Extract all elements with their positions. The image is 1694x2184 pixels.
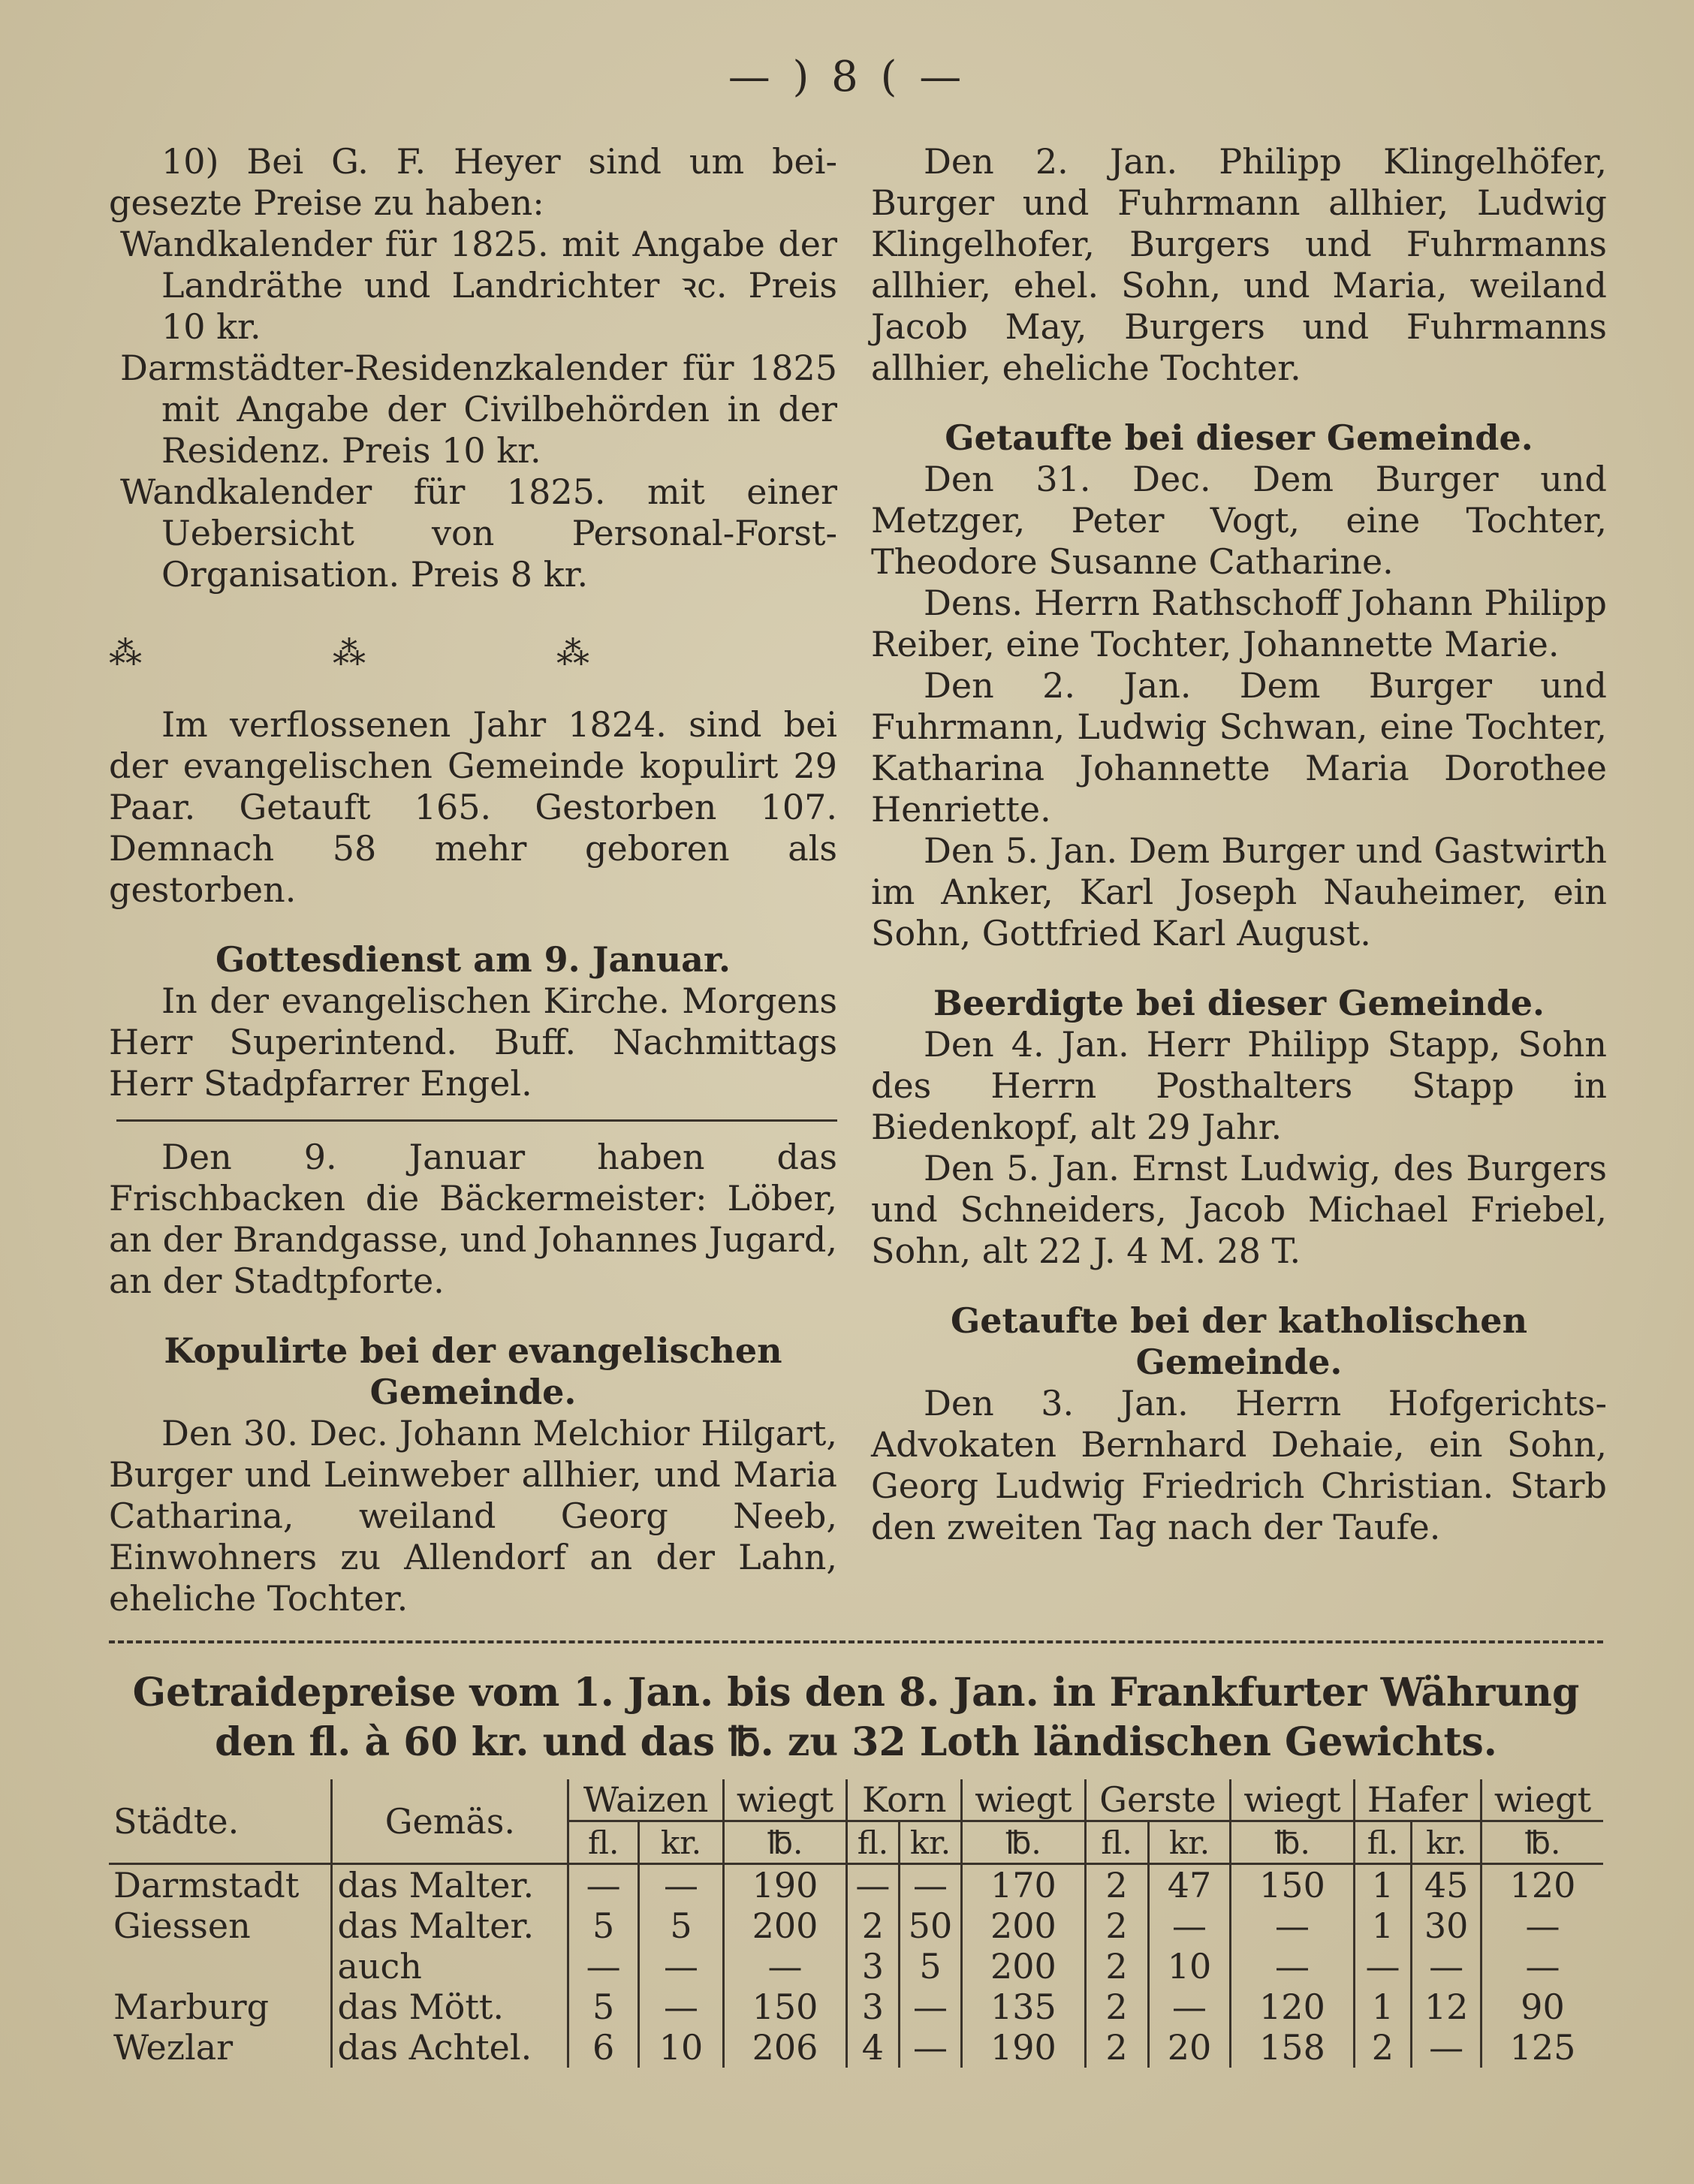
burial-entry: Den 4. Jan. Herr Philipp Stapp, Sohn des Herrn Posthalters Stapp in Biedenkopf, alt 29 Jahr.: [871, 1024, 1607, 1147]
price-cell: —: [723, 1946, 846, 1987]
measure-cell: das Mött.: [332, 1987, 568, 2027]
unit-pound: ℔.: [1481, 1821, 1603, 1864]
unit-pound: ℔.: [1231, 1821, 1354, 1864]
price-cell: —: [1412, 2027, 1481, 2068]
city-cell: Darmstadt: [113, 1865, 300, 1905]
price-cell: 6: [568, 2027, 639, 2068]
city-cell: [109, 1946, 332, 1987]
baptism-entry: Den 5. Jan. Dem Burger und Gastwirth im Anker, Karl Joseph Nauheimer, ein Sohn, Gottfried Karl August.: [871, 830, 1607, 953]
city-cell: Giessen: [113, 1905, 251, 1946]
price-cell: 2: [1085, 1987, 1148, 2027]
baptism-entry: Den 31. Dec. Dem Burger und Metzger, Peter Vogt, eine Tochter, Theodore Susanne Catharine.: [871, 459, 1607, 582]
unit-kr: kr.: [1148, 1821, 1231, 1864]
price-cell: 120: [1481, 1864, 1603, 1906]
table-row: [109, 1946, 1603, 1987]
price-cell: 50: [899, 1905, 962, 1946]
price-cell: —: [1231, 1905, 1354, 1946]
price-table-title-line: Getraidepreise vom 1. Jan. bis den 8. Jan. in Frankfurter Währung: [132, 1670, 1580, 1716]
measure-cell: das Malter.: [332, 1864, 568, 1906]
price-cell: —: [1231, 1946, 1354, 1987]
yearly-summary: Im verflossenen Jahr 1824. sind bei der evangelischen Gemeinde kopulirt 29 Paar. Getauft 165. Gestorben 107. Demnach 58 mehr geboren als gestorben.: [109, 704, 837, 910]
notice-intro: 10) Bei G. F. Heyer sind um bei-gesezte Preise zu haben:: [109, 141, 837, 223]
unit-pound: ℔.: [962, 1821, 1085, 1864]
table-row: [109, 2027, 1603, 2068]
price-cell: 190: [962, 2027, 1085, 2068]
unit-fl: fl.: [1085, 1821, 1148, 1864]
col-header-measure: Gemäs.: [332, 1779, 568, 1864]
column-rule: [116, 1119, 837, 1122]
grain-price-table: [109, 1779, 1603, 2068]
col-header-cities: Städte.: [109, 1779, 332, 1864]
price-cell: 45: [1412, 1864, 1481, 1906]
section-divider: [109, 1640, 1603, 1648]
price-cell: 150: [1231, 1864, 1354, 1906]
unit-fl: fl.: [1354, 1821, 1412, 1864]
price-table-title: [109, 1668, 1603, 1767]
price-cell: —: [568, 1946, 639, 1987]
service-text: In der evangelischen Kirche. Morgens Herr Superintend. Buff. Nachmittags Herr Stadpfarrer Engel.: [109, 981, 837, 1104]
price-cell: 1: [1354, 1987, 1412, 2027]
price-cell: 12: [1412, 1987, 1481, 2027]
price-cell: 20: [1148, 2027, 1231, 2068]
price-cell: 3: [847, 1946, 899, 1987]
price-cell: —: [1148, 1987, 1231, 2027]
service-heading: Gottesdienst am 9. Januar.: [216, 939, 731, 980]
burial-entry: Den 5. Jan. Ernst Ludwig, des Burgers und Schneiders, Jacob Michael Friebel, Sohn, alt 22 J. 4 M. 28 T.: [871, 1148, 1607, 1271]
unit-kr: kr.: [1412, 1821, 1481, 1864]
col-header-wheat: Waizen: [568, 1779, 724, 1821]
col-header-weight: wiegt: [1481, 1779, 1603, 1821]
price-cell: 90: [1481, 1987, 1603, 2027]
price-cell: 30: [1412, 1905, 1481, 1946]
unit-kr: kr.: [899, 1821, 962, 1864]
measure-cell: das Achtel.: [332, 2027, 568, 2068]
col-header-oats: Hafer: [1354, 1779, 1481, 1821]
right-column: [871, 141, 1607, 1548]
table-row: [109, 1864, 1603, 1906]
measure-cell: auch: [332, 1946, 568, 1987]
price-cell: 158: [1231, 2027, 1354, 2068]
price-cell: 2: [1085, 1946, 1148, 1987]
married-entry: Den 2. Jan. Philipp Klingelhöfer, Burger und Fuhrmann allhier, Ludwig Klingelhofer, Burgers und Fuhrmanns allhier, ehel. Sohn, und Maria, weiland Jacob May, Burgers und Fuhrmanns allhier, eheliche Tochter.: [871, 141, 1607, 388]
price-cell: —: [899, 2027, 962, 2068]
star-divider: ⁂ ⁂ ⁂: [109, 634, 680, 673]
bakers-notice: Den 9. Januar haben das Frischbacken die Bäckermeister: Löber, an der Brandgasse, und Johannes Jugard, an der Stadtpforte.: [109, 1137, 837, 1301]
price-cell: 47: [1148, 1864, 1231, 1906]
unit-fl: fl.: [568, 1821, 639, 1864]
price-cell: —: [1481, 1946, 1603, 1987]
price-cell: —: [1412, 1946, 1481, 1987]
catholic-heading: Getaufte bei der katholischen Gemeinde.: [950, 1300, 1528, 1382]
unit-pound: ℔.: [723, 1821, 846, 1864]
price-cell: 1: [1354, 1905, 1412, 1946]
married-heading: Kopulirte bei der evangelischen Gemeinde.: [164, 1330, 782, 1412]
price-cell: 2: [1085, 2027, 1148, 2068]
price-cell: 120: [1231, 1987, 1354, 2027]
price-cell: 200: [962, 1905, 1085, 1946]
price-cell: 5: [568, 1987, 639, 2027]
price-cell: 4: [847, 2027, 899, 2068]
price-cell: —: [847, 1864, 899, 1906]
price-cell: —: [1354, 1946, 1412, 1987]
notice-item: Wandkalender für 1825. mit Angabe der Landräthe und Landrichter ꝛc. Preis 10 kr.: [120, 224, 837, 347]
page-number: — ) 8 ( —: [728, 53, 966, 101]
price-cell: 190: [723, 1864, 846, 1906]
col-header-weight: wiegt: [723, 1779, 846, 1821]
baptized-heading: Getaufte bei dieser Gemeinde.: [945, 417, 1533, 458]
table-row: [109, 1987, 1603, 2027]
price-cell: 3: [847, 1987, 899, 2027]
unit-kr: kr.: [639, 1821, 724, 1864]
price-cell: —: [1148, 1905, 1231, 1946]
table-row: [109, 1905, 1603, 1946]
price-cell: —: [899, 1987, 962, 2027]
baptism-entry: Den 2. Jan. Dem Burger und Fuhrmann, Ludwig Schwan, eine Tochter, Katharina Johannette Maria Dorothee Henriette.: [871, 665, 1607, 830]
price-cell: 135: [962, 1987, 1085, 2027]
measure-cell: das Malter.: [332, 1905, 568, 1946]
price-cell: 5: [899, 1946, 962, 1987]
price-cell: 2: [1085, 1864, 1148, 1906]
col-header-weight: wiegt: [962, 1779, 1085, 1821]
catholic-entry: Den 3. Jan. Herrn Hofgerichts-Advokaten Bernhard Dehaie, ein Sohn, Georg Ludwig Friedrich Christian. Starb den zweiten Tag nach der Taufe.: [871, 1383, 1607, 1547]
price-cell: 125: [1481, 2027, 1603, 2068]
col-header-barley: Gerste: [1085, 1779, 1231, 1821]
price-cell: 10: [1148, 1946, 1231, 1987]
price-cell: 206: [723, 2027, 846, 2068]
price-table-title-line: den fl. à 60 kr. und das ℔. zu 32 Loth ländischen Gewichts.: [215, 1719, 1497, 1765]
price-cell: —: [639, 1946, 724, 1987]
price-cell: 200: [723, 1905, 846, 1946]
price-cell: 5: [639, 1905, 724, 1946]
left-column: [109, 141, 837, 1619]
price-cell: —: [568, 1864, 639, 1906]
married-entry: Den 30. Dec. Johann Melchior Hilgart, Burger und Leinweber allhier, und Maria Catharina, weiland Georg Neeb, Einwohners zu Allendorf an der Lahn, eheliche Tochter.: [109, 1413, 837, 1619]
col-header-rye: Korn: [847, 1779, 962, 1821]
notice-item: Wandkalender für 1825. mit einer Uebersicht von Personal-Forst-Organisation. Preis 8 kr.: [120, 471, 837, 595]
price-cell: 5: [568, 1905, 639, 1946]
price-cell: 10: [639, 2027, 724, 2068]
col-header-weight: wiegt: [1231, 1779, 1354, 1821]
price-cell: 2: [847, 1905, 899, 1946]
notice-item: Darmstädter-Residenzkalender für 1825 mit Angabe der Civilbehörden in der Residenz. Preis 10 kr.: [120, 348, 837, 471]
buried-heading: Beerdigte bei dieser Gemeinde.: [933, 983, 1545, 1023]
price-cell: 200: [962, 1946, 1085, 1987]
price-cell: —: [639, 1987, 724, 2027]
price-cell: 150: [723, 1987, 846, 2027]
unit-fl: fl.: [847, 1821, 899, 1864]
price-cell: 1: [1354, 1864, 1412, 1906]
price-cell: —: [1481, 1905, 1603, 1946]
city-cell: Marburg: [113, 1987, 270, 2027]
baptism-entry: Dens. Herrn Rathschoff Johann Philipp Reiber, eine Tochter, Johannette Marie.: [871, 583, 1607, 664]
price-cell: 2: [1354, 2027, 1412, 2068]
price-cell: 170: [962, 1864, 1085, 1906]
price-cell: —: [899, 1864, 962, 1906]
price-cell: 2: [1085, 1905, 1148, 1946]
city-cell: Wezlar: [113, 2027, 234, 2068]
price-cell: —: [639, 1864, 724, 1906]
